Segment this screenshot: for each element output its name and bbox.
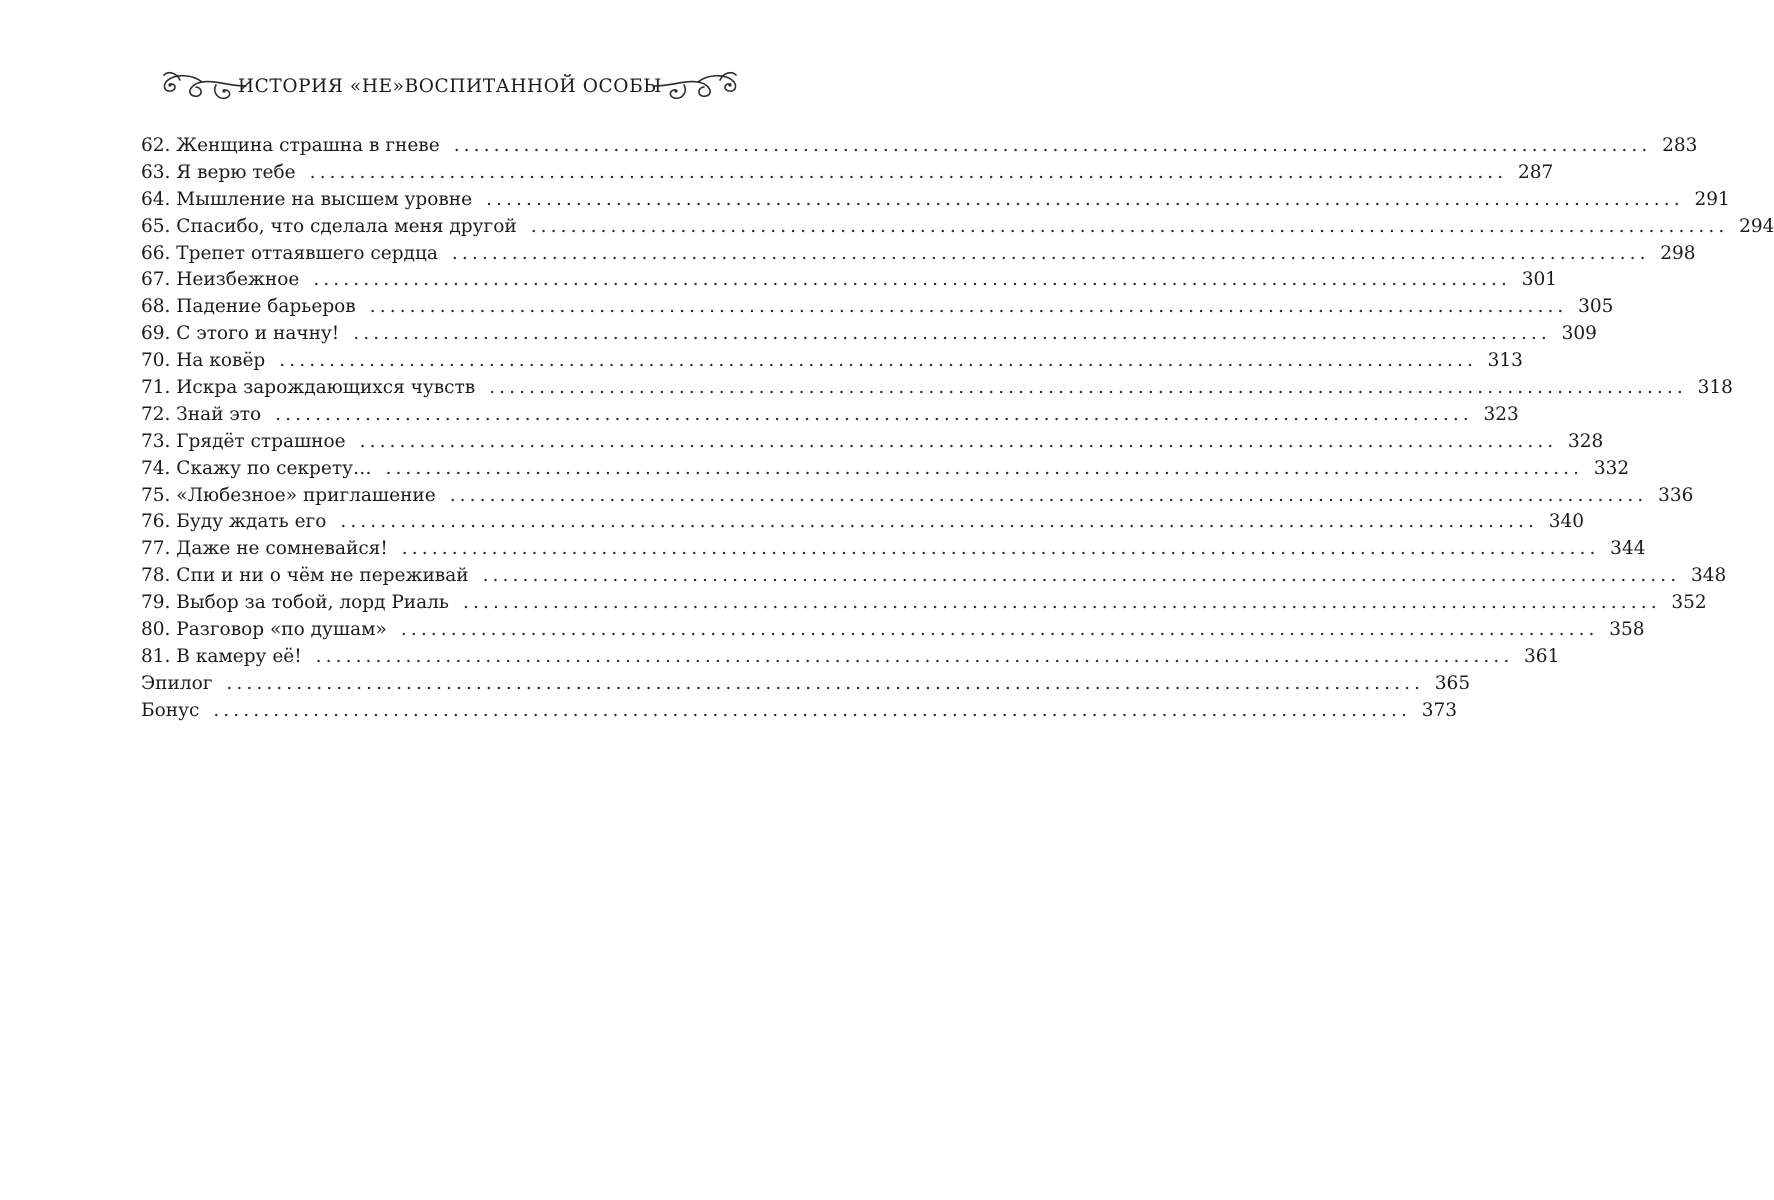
toc-entry-title: 64. Мышление на высшем уровне xyxy=(141,188,473,210)
flourish-ornament-icon xyxy=(652,68,744,104)
toc-entry xyxy=(141,402,1519,429)
toc-entry-page-number: 328 xyxy=(1567,430,1604,452)
toc-entry xyxy=(141,644,1560,671)
toc-entry xyxy=(141,214,1774,241)
dot-leader: ........................................................................................................................ xyxy=(359,430,1558,452)
toc-entry xyxy=(141,509,1585,536)
toc-entry-page-number: 291 xyxy=(1694,188,1730,210)
dot-leader: ........................................................................................................................ xyxy=(453,135,1652,156)
toc-entry xyxy=(141,536,1646,563)
dot-leader: ........................................................................................................................ xyxy=(489,377,1687,399)
toc-entry-title: 74. Скажу по секрету… xyxy=(141,457,372,479)
toc-entry-page-number: 348 xyxy=(1690,565,1727,587)
dot-leader: ........................................................................................................................ xyxy=(463,592,1661,614)
toc-entry-title: 80. Разговор «по душам» xyxy=(141,619,387,641)
toc-entry-page-number: 373 xyxy=(1421,699,1457,721)
toc-entry-title: 63. Я верю тебе xyxy=(141,161,296,183)
dot-leader: ........................................................................................................................ xyxy=(401,538,1600,560)
table-of-contents xyxy=(141,133,1774,725)
toc-entry-page-number: 283 xyxy=(1662,135,1698,156)
toc-entry xyxy=(141,187,1730,214)
dot-leader: ........................................................................................................................ xyxy=(451,242,1650,264)
toc-entry-title: 71. Искра зарождающихся чувств xyxy=(141,377,476,399)
toc-entry-page-number: 305 xyxy=(1578,296,1614,318)
dot-leader: ........................................................................................................................ xyxy=(369,296,1568,318)
toc-entry-title: 79. Выбор за тобой, лорд Риаль xyxy=(141,592,449,614)
toc-entry xyxy=(141,375,1733,402)
toc-entry-page-number: 365 xyxy=(1434,672,1471,694)
toc-entry xyxy=(141,294,1614,321)
toc-entry-title: 65. Спасибо, что сделала меня другой xyxy=(141,215,517,237)
toc-entry-page-number: 344 xyxy=(1610,538,1646,560)
toc-entry xyxy=(141,483,1694,510)
toc-entry-page-number: 358 xyxy=(1609,619,1645,641)
dot-leader: ........................................................................................................................ xyxy=(530,215,1729,237)
toc-entry xyxy=(141,698,1457,725)
toc-entry-page-number: 301 xyxy=(1521,269,1558,291)
toc-entry-title: 78. Спи и ни о чём не переживай xyxy=(141,565,469,587)
toc-entry xyxy=(141,456,1630,483)
toc-entry xyxy=(141,160,1554,187)
dot-leader: ........................................................................................................................ xyxy=(213,699,1411,721)
toc-entry-page-number: 332 xyxy=(1593,457,1630,479)
dot-leader: ........................................................................................................................ xyxy=(353,323,1551,345)
dot-leader: ........................................................................................................................ xyxy=(449,484,1648,506)
toc-entry-title: 76. Буду ждать его xyxy=(141,511,327,533)
toc-entry xyxy=(141,429,1604,456)
dot-leader: ........................................................................................................................ xyxy=(275,403,1473,425)
dot-leader: ........................................................................................................................ xyxy=(385,457,1584,479)
toc-entry-title: 67. Неизбежное xyxy=(141,269,300,291)
toc-entry xyxy=(141,617,1645,644)
toc-entry-title: 70. На ковёр xyxy=(141,350,266,372)
dot-leader: ........................................................................................................................ xyxy=(482,565,1681,587)
toc-entry-title: 81. В камеру её! xyxy=(141,645,302,667)
toc-entry-title: 66. Трепет оттаявшего сердца xyxy=(141,242,438,264)
dot-leader: ........................................................................................................................ xyxy=(226,672,1425,694)
dot-leader: ........................................................................................................................ xyxy=(315,645,1514,667)
toc-entry-page-number: 336 xyxy=(1658,484,1694,506)
toc-entry xyxy=(141,241,1696,268)
toc-entry-title: 73. Грядёт страшное xyxy=(141,430,346,452)
toc-entry-page-number: 323 xyxy=(1483,403,1519,425)
toc-entry-page-number: 309 xyxy=(1561,323,1597,345)
dot-leader: ........................................................................................................................ xyxy=(486,188,1684,210)
toc-entry-title: 68. Падение барьеров xyxy=(141,296,356,318)
toc-entry xyxy=(141,590,1707,617)
toc-entry-page-number: 313 xyxy=(1487,350,1523,372)
toc-entry-page-number: 352 xyxy=(1671,592,1707,614)
toc-entry-page-number: 340 xyxy=(1548,511,1585,533)
dot-leader: ........................................................................................................................ xyxy=(309,161,1508,183)
dot-leader: ........................................................................................................................ xyxy=(340,511,1539,533)
toc-entry xyxy=(141,348,1523,375)
toc-entry-title: Эпилог xyxy=(141,672,213,694)
running-header xyxy=(0,64,900,110)
toc-entry xyxy=(141,563,1727,590)
dot-leader: ........................................................................................................................ xyxy=(400,619,1599,641)
dot-leader: ........................................................................................................................ xyxy=(313,269,1512,291)
toc-entry-title: 77. Даже не сомневайся! xyxy=(141,538,388,560)
toc-entry-page-number: 287 xyxy=(1517,161,1554,183)
toc-entry xyxy=(141,321,1597,348)
toc-entry-title: Бонус xyxy=(141,699,200,721)
toc-entry-page-number: 298 xyxy=(1660,242,1696,264)
toc-entry-page-number: 294 xyxy=(1739,215,1774,237)
toc-entry-title: 75. «Любезное» приглашение xyxy=(141,484,436,506)
toc-entry-page-number: 361 xyxy=(1524,645,1560,667)
toc-entry xyxy=(141,133,1698,160)
toc-entry-title: 69. С этого и начну! xyxy=(141,323,340,345)
toc-entry-page-number: 318 xyxy=(1697,377,1733,399)
toc-entry-title: 62. Женщина страшна в гневе xyxy=(141,135,440,156)
dot-leader: ........................................................................................................................ xyxy=(279,350,1477,372)
book-title: ИСТОРИЯ «НЕ»ВОСПИТАННОЙ ОСОБЫ xyxy=(237,76,663,97)
toc-entry-title: 72. Знай это xyxy=(141,403,262,425)
toc-entry xyxy=(141,671,1471,698)
toc-entry xyxy=(141,267,1558,294)
